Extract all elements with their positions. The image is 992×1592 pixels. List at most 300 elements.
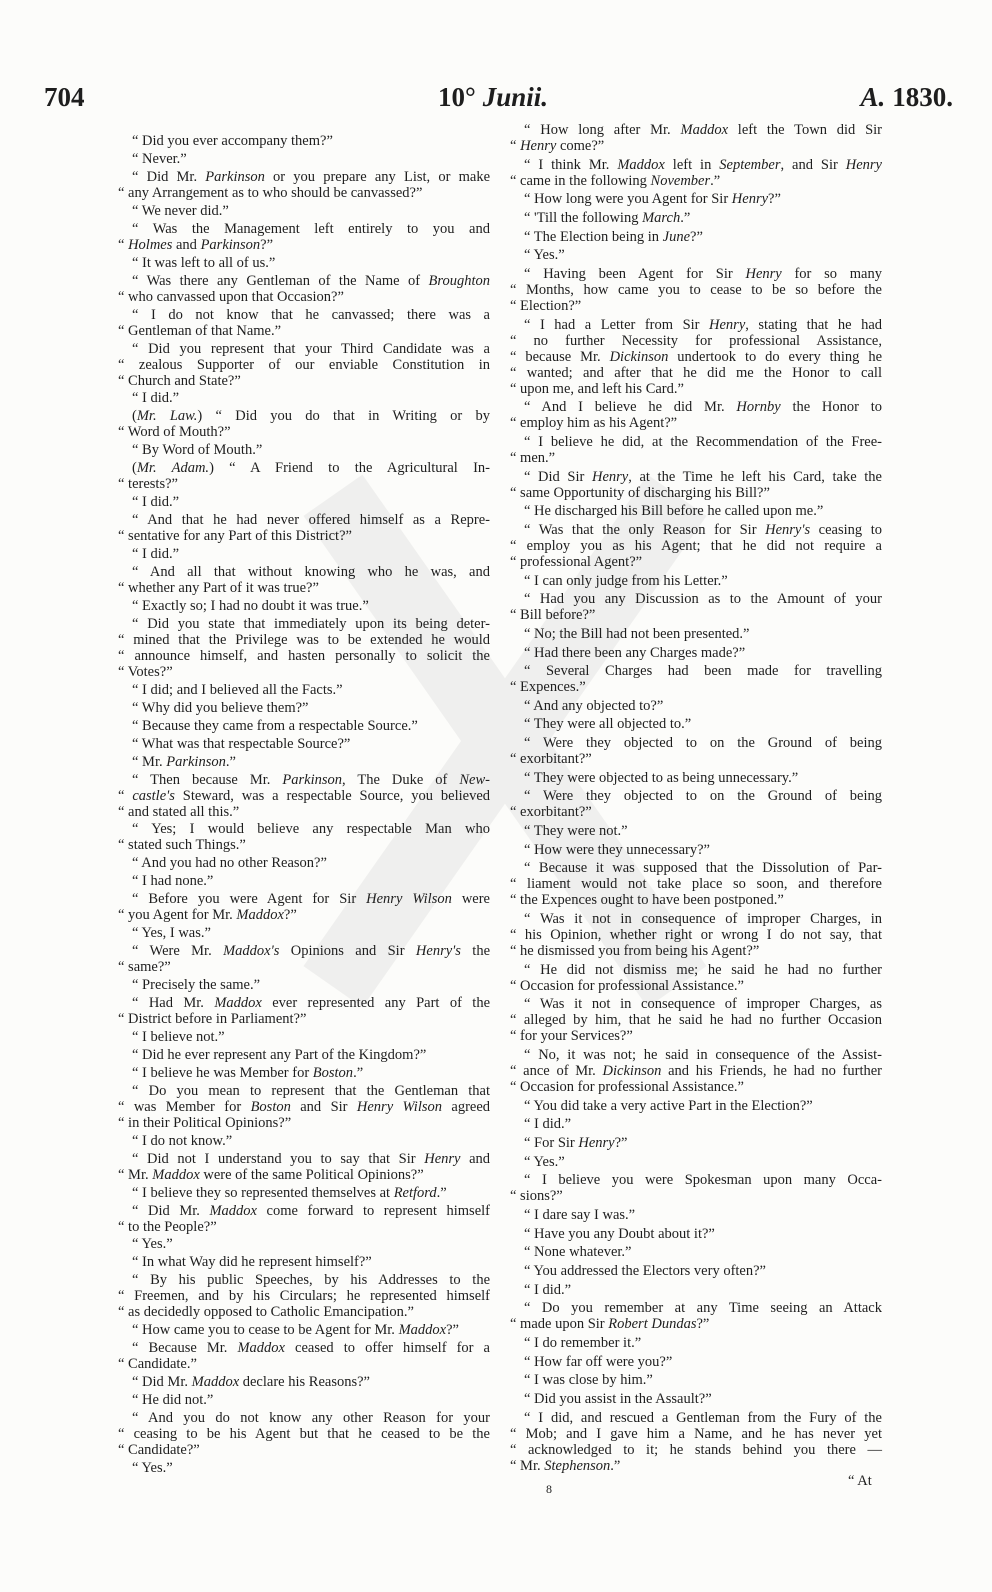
italic-text: Mr. Law. bbox=[136, 408, 198, 425]
text-run: “ Candidate.” bbox=[118, 1356, 197, 1373]
text-line bbox=[510, 842, 882, 858]
text-line bbox=[118, 373, 490, 389]
text-line bbox=[510, 1244, 882, 1260]
text-run: “ sions?” bbox=[510, 1188, 563, 1205]
italic-text: castle's bbox=[132, 787, 175, 804]
testimony-paragraph bbox=[118, 754, 490, 770]
text-line bbox=[118, 1029, 490, 1045]
text-line bbox=[118, 528, 490, 544]
testimony-paragraph bbox=[118, 169, 490, 201]
text-line bbox=[510, 365, 882, 381]
text-line bbox=[510, 450, 882, 466]
testimony-paragraph bbox=[510, 788, 882, 820]
text-run: “ who canvassed upon that Occasion?” bbox=[118, 288, 344, 305]
text-run: “ Before you were Agent for Sir bbox=[132, 891, 367, 908]
text-run: ) “ A Friend to the Agricultural In- bbox=[209, 460, 490, 477]
testimony-paragraph bbox=[510, 1207, 882, 1223]
text-line bbox=[510, 485, 882, 501]
text-line bbox=[510, 876, 882, 892]
text-run: “ Was that the only Reason for Sir bbox=[524, 521, 766, 538]
text-run: “ They were all objected to.” bbox=[524, 716, 692, 733]
text-run: “ the Expences ought to have been postponed.” bbox=[510, 892, 784, 909]
text-line bbox=[510, 503, 882, 519]
text-line bbox=[118, 1047, 490, 1063]
text-line bbox=[510, 1316, 882, 1332]
text-line bbox=[510, 247, 882, 263]
text-run: “ same Opportunity of discharging his Bill?” bbox=[510, 484, 770, 501]
text-run: “ ance of Mr. bbox=[510, 1063, 603, 1080]
text-line bbox=[118, 1392, 490, 1408]
text-run: “ It was left to all of us.” bbox=[132, 254, 276, 271]
text-run: “ Yes.” bbox=[524, 247, 565, 264]
text-run: “ They were not.” bbox=[524, 823, 628, 840]
text-line bbox=[118, 185, 490, 201]
testimony-paragraph bbox=[118, 1133, 490, 1149]
italic-text: November bbox=[650, 172, 711, 189]
italic-text: Maddox bbox=[237, 1340, 285, 1357]
text-line bbox=[118, 255, 490, 271]
text-line bbox=[510, 1410, 882, 1426]
text-run: “ I believe he was Member for bbox=[132, 1064, 313, 1081]
text-line bbox=[510, 522, 882, 538]
text-line bbox=[510, 333, 882, 349]
testimony-paragraph bbox=[118, 943, 490, 975]
text-line bbox=[510, 1172, 882, 1188]
text-run: “ Did Mr. bbox=[132, 168, 206, 185]
testimony-paragraph bbox=[510, 1391, 882, 1407]
text-run: “ Mr. bbox=[510, 1457, 545, 1474]
text-line bbox=[118, 424, 490, 440]
text-line bbox=[118, 804, 490, 820]
text-line bbox=[510, 434, 882, 450]
text-run: “ Were they objected to on the Ground of being bbox=[524, 735, 882, 752]
text-line bbox=[510, 173, 882, 189]
text-run: .” bbox=[610, 1457, 621, 1474]
testimony-paragraph bbox=[510, 962, 882, 994]
testimony-paragraph bbox=[510, 247, 882, 263]
text-run: “ Exactly so; I had no doubt it was true.” bbox=[132, 597, 369, 614]
text-run: and bbox=[460, 1150, 491, 1167]
text-run: for so many bbox=[781, 265, 882, 282]
text-run: “ employ him as his Agent?” bbox=[510, 415, 678, 432]
testimony-paragraph bbox=[510, 1263, 882, 1279]
text-line bbox=[118, 664, 490, 680]
text-line bbox=[118, 788, 490, 804]
testimony-paragraph bbox=[118, 718, 490, 734]
testimony-paragraph bbox=[118, 995, 490, 1027]
text-run: come?” bbox=[556, 138, 605, 154]
text-line bbox=[510, 1354, 882, 1370]
italic-text: Dickinson bbox=[609, 348, 669, 365]
text-run: “ Did he ever represent any Part of the Kingdom?” bbox=[132, 1046, 427, 1063]
text-line bbox=[118, 1304, 490, 1320]
text-line bbox=[510, 698, 882, 714]
text-run: “ upon me, and left his Card.” bbox=[510, 380, 684, 397]
testimony-paragraph bbox=[118, 408, 490, 440]
text-line bbox=[118, 1356, 490, 1372]
testimony-paragraph bbox=[510, 645, 882, 661]
text-line bbox=[118, 1442, 490, 1458]
text-line bbox=[510, 1391, 882, 1407]
text-run: “ Then because Mr. bbox=[132, 771, 283, 788]
testimony-paragraph bbox=[510, 716, 882, 732]
testimony-paragraph bbox=[118, 736, 490, 752]
text-run: ( bbox=[132, 408, 137, 425]
year-number: 1830. bbox=[892, 82, 953, 112]
text-line bbox=[510, 573, 882, 589]
testimony-paragraph bbox=[510, 1410, 882, 1474]
italic-text: Maddox bbox=[152, 1166, 200, 1183]
text-line bbox=[510, 1135, 882, 1151]
italic-text: Broughton bbox=[428, 272, 490, 289]
testimony-paragraph bbox=[510, 1047, 882, 1095]
text-line bbox=[510, 1116, 882, 1132]
testimony-paragraph bbox=[118, 273, 490, 305]
text-run: “ He discharged his Bill before he called upon me.” bbox=[524, 503, 824, 520]
text-run: “ 'Till the following bbox=[524, 209, 643, 226]
text-run: were of the same Political Opinions?” bbox=[199, 1166, 424, 1183]
text-run: “ made upon Sir bbox=[510, 1316, 609, 1333]
text-line bbox=[118, 995, 490, 1011]
text-run: “ Had Mr. bbox=[132, 995, 215, 1011]
text-run: , and Sir bbox=[780, 156, 846, 173]
text-run: “ He did not.” bbox=[132, 1392, 214, 1409]
text-run: declare his Reasons?” bbox=[239, 1374, 370, 1391]
text-run: “ Months, how came you to cease to be so before the bbox=[510, 281, 882, 298]
text-run: “ I had none.” bbox=[132, 873, 214, 890]
text-line bbox=[510, 229, 882, 245]
text-run: “ announce himself, and hasten personally to solicit the bbox=[118, 647, 490, 664]
text-run: “ Because they came from a respectable Source.” bbox=[132, 717, 418, 734]
text-run: “ They were objected to as being unnecessary.” bbox=[524, 769, 799, 786]
testimony-paragraph bbox=[118, 1410, 490, 1458]
text-line bbox=[510, 1079, 882, 1095]
text-line bbox=[118, 632, 490, 648]
text-run: “ Was it not in consequence of improper Charges, in bbox=[524, 911, 882, 928]
testimony-paragraph bbox=[118, 1185, 490, 1201]
text-run: “ in their Political Opinions?” bbox=[118, 1114, 292, 1131]
italic-text: Henry Wilson bbox=[366, 891, 452, 908]
text-run: “ Did you ever accompany them?” bbox=[132, 133, 333, 149]
text-run: “ Was it not in consequence of improper Charges, as bbox=[524, 996, 882, 1013]
testimony-paragraph bbox=[510, 122, 882, 154]
text-line bbox=[510, 679, 882, 695]
text-run: .” bbox=[436, 1184, 447, 1201]
text-run: “ exorbitant?” bbox=[510, 804, 592, 821]
text-run: “ Did you assist in the Assault?” bbox=[524, 1390, 712, 1407]
text-run: , at the Time he left his Card, take the bbox=[628, 468, 882, 485]
text-line bbox=[510, 978, 882, 994]
testimony-paragraph bbox=[510, 503, 882, 519]
testimony-paragraph bbox=[510, 1098, 882, 1114]
text-run: “ alleged by him, that he said he had no further Occasion bbox=[510, 1012, 882, 1029]
italic-text: Henry bbox=[424, 1150, 461, 1167]
text-run: “ I was close by him.” bbox=[524, 1372, 653, 1389]
italic-text: Henry bbox=[578, 1135, 615, 1151]
text-run: “ men.” bbox=[510, 449, 556, 466]
text-run: “ How long after Mr. bbox=[524, 122, 681, 138]
text-run: “ Was there any Gentleman of the Name of bbox=[132, 272, 429, 289]
text-run: come forward to represent himself bbox=[256, 1202, 490, 1219]
italic-text: June bbox=[662, 228, 691, 245]
text-line bbox=[510, 892, 882, 908]
text-line bbox=[118, 1083, 490, 1099]
text-line bbox=[510, 1047, 882, 1063]
text-line bbox=[118, 837, 490, 853]
testimony-paragraph bbox=[118, 598, 490, 614]
date-day: 10° bbox=[437, 82, 476, 112]
testimony-paragraph bbox=[118, 821, 490, 853]
text-line bbox=[118, 323, 490, 339]
text-line bbox=[118, 1099, 490, 1115]
text-line bbox=[510, 804, 882, 820]
text-run: “ Election?” bbox=[510, 297, 582, 314]
testimony-paragraph bbox=[118, 133, 490, 149]
text-run: “ Have you any Doubt about it?” bbox=[524, 1225, 715, 1242]
text-run: “ Church and State?” bbox=[118, 372, 241, 389]
italic-text: March bbox=[642, 209, 681, 226]
text-run: .” bbox=[680, 209, 691, 226]
text-run: “ Mob; and I gave him a Name, and he has never yet bbox=[510, 1425, 882, 1442]
text-line bbox=[118, 1133, 490, 1149]
testimony-paragraph bbox=[510, 573, 882, 589]
testimony-paragraph bbox=[510, 399, 882, 431]
left-column bbox=[118, 133, 490, 1476]
testimony-paragraph bbox=[118, 460, 490, 492]
testimony-paragraph bbox=[118, 1065, 490, 1081]
testimony-paragraph bbox=[510, 996, 882, 1044]
text-line bbox=[118, 512, 490, 528]
text-line bbox=[118, 307, 490, 323]
text-run: ?” bbox=[768, 191, 781, 208]
text-run: “ mined that the Privilege was to be extended he would bbox=[118, 631, 490, 648]
testimony-paragraph bbox=[510, 191, 882, 207]
text-run: “ District before in Parliament?” bbox=[118, 1011, 307, 1027]
testimony-paragraph bbox=[510, 735, 882, 767]
text-line bbox=[510, 626, 882, 642]
text-line bbox=[118, 598, 490, 614]
italic-text: Henry bbox=[745, 265, 782, 282]
text-line bbox=[118, 907, 490, 923]
text-run: “ exorbitant?” bbox=[510, 751, 592, 768]
testimony-paragraph bbox=[118, 1151, 490, 1183]
italic-text: Parkinson bbox=[282, 771, 342, 788]
testimony-paragraph bbox=[510, 1354, 882, 1370]
text-line bbox=[118, 408, 490, 424]
italic-text: Boston bbox=[250, 1098, 291, 1115]
text-line bbox=[510, 716, 882, 732]
text-run: “ By Word of Mouth.” bbox=[132, 442, 263, 459]
text-run: left the Town did Sir bbox=[728, 122, 883, 138]
text-line bbox=[118, 580, 490, 596]
text-line bbox=[510, 317, 882, 333]
text-line bbox=[118, 648, 490, 664]
testimony-paragraph bbox=[118, 1029, 490, 1045]
text-run: “ Precisely the same.” bbox=[132, 977, 261, 994]
text-line bbox=[510, 210, 882, 226]
text-run: “ as decidedly opposed to Catholic Emancipation.” bbox=[118, 1304, 414, 1321]
italic-text: Henry bbox=[845, 156, 882, 173]
italic-text: Maddox bbox=[209, 1202, 257, 1219]
testimony-paragraph bbox=[510, 1372, 882, 1388]
italic-text: Retford bbox=[393, 1184, 437, 1201]
text-line bbox=[118, 476, 490, 492]
text-run: “ Were they objected to on the Ground of being bbox=[524, 788, 882, 805]
text-run: “ I do remember it.” bbox=[524, 1334, 642, 1351]
text-line bbox=[510, 1458, 882, 1474]
text-run: “ and stated all this.” bbox=[118, 803, 240, 820]
text-line bbox=[510, 298, 882, 314]
testimony-paragraph bbox=[510, 210, 882, 226]
text-run: “ What was that respectable Source?” bbox=[132, 735, 351, 752]
testimony-paragraph bbox=[510, 842, 882, 858]
text-line bbox=[118, 237, 490, 253]
text-line bbox=[118, 1219, 490, 1235]
text-line bbox=[510, 1012, 882, 1028]
text-run: agreed bbox=[442, 1098, 491, 1115]
italic-text: New- bbox=[459, 771, 490, 788]
text-run: “ How long were you Agent for Sir bbox=[524, 191, 732, 208]
text-run: “ Yes.” bbox=[132, 1236, 173, 1253]
testimony-paragraph bbox=[118, 1322, 490, 1338]
text-line bbox=[510, 645, 882, 661]
italic-text: Maddox bbox=[214, 995, 262, 1011]
testimony-paragraph bbox=[510, 823, 882, 839]
text-run: “ Yes; I would believe any respectable Man who bbox=[132, 821, 490, 838]
text-run: “ because Mr. bbox=[510, 348, 610, 365]
testimony-paragraph bbox=[118, 203, 490, 219]
testimony-paragraph bbox=[510, 1172, 882, 1204]
italic-text: Parkinson bbox=[205, 168, 265, 185]
text-run: “ Did Sir bbox=[524, 468, 592, 485]
text-run: “ Never.” bbox=[132, 150, 187, 167]
text-run: “ No, it was not; he said in consequence of the Assist- bbox=[524, 1047, 882, 1064]
signature-mark: 8 bbox=[546, 1482, 552, 1496]
text-line bbox=[510, 1207, 882, 1223]
text-run: “ Yes.” bbox=[524, 1153, 565, 1170]
text-line bbox=[118, 718, 490, 734]
text-run: or you prepare any List, or make bbox=[264, 168, 491, 185]
italic-text: Robert Dundas bbox=[608, 1316, 697, 1333]
text-line bbox=[510, 1442, 882, 1458]
text-run: “ And any objected to?” bbox=[524, 697, 664, 714]
text-line bbox=[118, 1288, 490, 1304]
text-line bbox=[118, 873, 490, 889]
text-run: “ For Sir bbox=[524, 1135, 579, 1151]
testimony-paragraph bbox=[510, 663, 882, 695]
italic-text: Maddox bbox=[617, 156, 665, 173]
testimony-paragraph bbox=[510, 157, 882, 189]
text-line bbox=[510, 538, 882, 554]
text-line bbox=[510, 1335, 882, 1351]
text-run: “ The Election being in bbox=[524, 228, 663, 245]
testimony-paragraph bbox=[118, 1374, 490, 1390]
text-run: ceased to offer himself for a bbox=[284, 1340, 490, 1357]
text-run: “ Do you mean to represent that the Gentleman that bbox=[132, 1082, 490, 1099]
testimony-paragraph bbox=[118, 772, 490, 820]
text-run: “ I did.” bbox=[132, 390, 180, 407]
text-run: “ Because Mr. bbox=[132, 1340, 238, 1357]
text-run: left in bbox=[664, 156, 720, 173]
italic-text: Henry's bbox=[765, 521, 811, 538]
text-run: “ And I believe he did Mr. bbox=[524, 399, 737, 416]
text-run: “ Mr. bbox=[118, 1166, 153, 1183]
text-run: “ We never did.” bbox=[132, 202, 229, 219]
text-run: ) “ Did you do that in Writing or by bbox=[197, 408, 491, 425]
italic-text: Henry bbox=[709, 316, 746, 333]
text-run: “ I did.” bbox=[132, 494, 180, 511]
text-run: ?” bbox=[614, 1135, 628, 1151]
text-run: “ Did Mr. bbox=[132, 1374, 192, 1391]
italic-text: Maddox bbox=[398, 1322, 447, 1339]
text-line bbox=[510, 266, 882, 282]
italic-text: Henry's bbox=[415, 943, 461, 960]
text-run: the Honor to bbox=[780, 399, 883, 416]
text-line bbox=[118, 891, 490, 907]
text-run: and his Friends, he had no further bbox=[661, 1063, 882, 1080]
italic-text: Dickinson bbox=[602, 1063, 662, 1080]
text-run: ?” bbox=[260, 236, 274, 253]
text-run: “ Did you state that immediately upon its being deter- bbox=[132, 615, 490, 632]
text-run: “ Mr. bbox=[132, 753, 167, 770]
text-line bbox=[118, 1410, 490, 1426]
testimony-paragraph bbox=[510, 1335, 882, 1351]
text-run: “ he dismissed you from being his Agent?” bbox=[510, 943, 760, 960]
italic-text: Mr. Adam. bbox=[136, 460, 210, 477]
testimony-paragraph bbox=[118, 616, 490, 680]
text-line bbox=[510, 823, 882, 839]
text-run: “ Did you represent that your Third Candidate was a bbox=[132, 340, 490, 357]
text-line bbox=[118, 1340, 490, 1356]
text-line bbox=[118, 133, 490, 149]
text-line bbox=[118, 494, 490, 510]
testimony-paragraph bbox=[118, 255, 490, 271]
testimony-paragraph bbox=[510, 1116, 882, 1132]
text-run: and bbox=[172, 236, 201, 253]
text-run: “ zealous Supporter of our enviable Constitution in bbox=[118, 356, 490, 373]
italic-text: September bbox=[719, 156, 781, 173]
text-run: Steward, was a respectable Source, you believed bbox=[174, 787, 491, 804]
italic-text: Maddox bbox=[236, 907, 284, 924]
text-run: “ I believe not.” bbox=[132, 1028, 225, 1045]
text-line bbox=[118, 1203, 490, 1219]
text-run: “ I do not know that he canvassed; there was a bbox=[132, 306, 490, 323]
text-line bbox=[510, 399, 882, 415]
italic-text: Boston bbox=[312, 1064, 354, 1081]
text-line bbox=[510, 962, 882, 978]
testimony-paragraph bbox=[118, 1236, 490, 1252]
text-run: , stating that he had bbox=[745, 316, 883, 333]
italic-text: Henry bbox=[731, 191, 769, 208]
text-line bbox=[118, 1236, 490, 1252]
text-run: “ I can only judge from his Letter.” bbox=[524, 572, 728, 589]
text-line bbox=[510, 943, 882, 959]
testimony-paragraph bbox=[118, 390, 490, 406]
text-run: “ any Arrangement as to who should be canvassed?” bbox=[118, 184, 423, 201]
text-run: ceasing to bbox=[810, 521, 882, 538]
text-run: “ You did take a very active Part in the Election?” bbox=[524, 1097, 813, 1114]
text-run: “ I think Mr. bbox=[524, 156, 618, 173]
text-line bbox=[118, 855, 490, 871]
text-line bbox=[118, 1115, 490, 1131]
text-line bbox=[118, 1460, 490, 1476]
text-line bbox=[510, 751, 882, 767]
testimony-paragraph bbox=[118, 1254, 490, 1270]
text-run: “ Occasion for professional Assistance.” bbox=[510, 977, 744, 994]
text-run: “ I believe he did, at the Recommendation of the Free- bbox=[524, 433, 882, 450]
text-run: “ I do not know.” bbox=[132, 1132, 233, 1149]
text-line bbox=[510, 1372, 882, 1388]
